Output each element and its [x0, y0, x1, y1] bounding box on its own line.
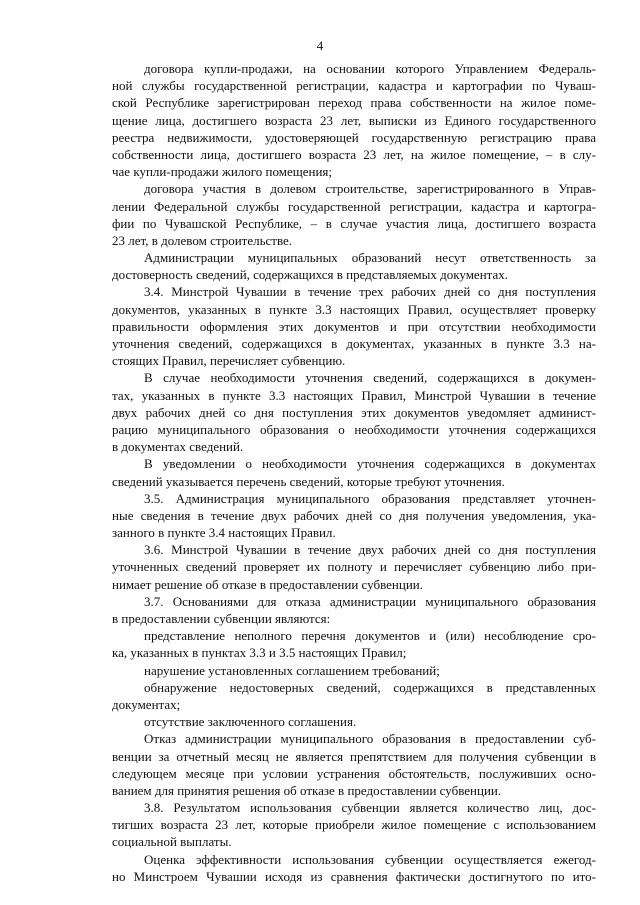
text-line: тах, указанных в пункте 3.3 настоящих Правил, Минстрой Чувашии в течение: [112, 387, 596, 403]
paragraph: [112, 283, 596, 369]
text-line: занного в пункте 3.4 настоящих Правил.: [112, 525, 336, 541]
paragraph: [112, 490, 596, 542]
text-line: уточненных сведений проверяет их полноту и перечисляет субвенцию либо при-: [112, 559, 596, 575]
text-line: социальной выплаты.: [112, 834, 232, 850]
text-line: 3.5. Администрация муниципального образования представляет уточнен-: [144, 490, 596, 506]
text-line: ванием для принятия решения об отказе в предоставлении субвенции.: [112, 782, 502, 798]
paragraph: [112, 851, 596, 885]
text-line: реестра недвижимости, удостоверяющей государственную регистрацию права: [112, 129, 596, 145]
text-line: документах;: [112, 696, 181, 712]
text-line: В случае необходимости уточнения сведений, содержащихся в докумен-: [144, 370, 596, 386]
paragraph: [112, 799, 596, 851]
page-number: 4: [316, 38, 324, 53]
text-line: 3.4. Минстрой Чувашии в течение трех рабочих дней со дня поступления: [144, 284, 596, 300]
paragraph: [112, 180, 596, 249]
text-line: двух рабочих дней со дня поступления этих документов уведомляет админист-: [112, 404, 596, 420]
text-line: нимает решение об отказе в предоставлении субвенции.: [112, 576, 423, 592]
text-line: ской Республике зарегистрирован переход права собственности на жилое поме-: [112, 95, 596, 111]
text-line: щение лица, достигшего возраста 23 лет, выписки из Единого государственного: [112, 112, 596, 128]
text-line: в предоставлении субвенции являются:: [112, 611, 331, 626]
text-line: лении Федеральной службы государственной регистрации, кадастра и картогра-: [112, 198, 596, 214]
text-line: следующем месяце при условии устранения обстоятельств, послуживших осно-: [112, 765, 596, 781]
text-line: Оценка эффективности использования субвенции осуществляется ежегод-: [144, 851, 596, 867]
text-line: тигших возраста 23 лет, которые приобрели жилое помещение с использованием: [112, 817, 596, 833]
text-line: уточнения сведений, содержащихся в документах, указанных в пункте 3.3 на-: [112, 336, 596, 351]
text-line: венции за отчетный месяц не является препятствием для получения субвенции в: [112, 748, 596, 764]
text-line: сведений указывается перечень сведений, которые требуют уточнения.: [112, 473, 505, 489]
text-line: достоверность сведений, содержащихся в представляемых документах.: [112, 267, 509, 283]
paragraph: [112, 713, 596, 730]
text-line: но Минстроем Чувашии исходя из сравнения фактически достигнутого по ито-: [112, 868, 596, 884]
text-line: В уведомлении о необходимости уточнения содержащихся в документах: [144, 456, 596, 472]
paragraph: [112, 249, 596, 283]
text-line: ка, указанных в пунктах 3.3 и 3.5 настоящих Правил;: [112, 645, 407, 661]
text-line: фии по Чувашской Республике, – в случае участия лица, достигшего возраста: [112, 215, 596, 231]
text-line: стоящих Правил, перечисляет субвенцию.: [112, 353, 346, 369]
text-line: 3.7. Основаниями для отказа администрации муниципального образования: [144, 593, 596, 609]
paragraph: [112, 679, 596, 713]
text-line: договора участия в долевом строительстве, зарегистрированного в Управ-: [144, 181, 596, 197]
text-line: Отказ администрации муниципального образования в предоставлении суб-: [144, 731, 596, 747]
text-line: представление неполного перечня документов и (или) несоблюдение сро-: [144, 628, 596, 644]
text-line: документов, указанных в пункте 3.3 настоящих Правил, осуществляет проверку: [112, 301, 596, 317]
text-line: правильности оформления этих документов и при отсутствии необходимости: [112, 318, 596, 334]
text-line: обнаружение недостоверных сведений, содержащихся в представленных: [144, 679, 596, 695]
text-line: 23 лет, в долевом строительстве.: [112, 232, 293, 248]
text-line: отсутствие заключенного соглашения.: [144, 714, 357, 730]
text-line: нарушение установленных соглашением требований;: [144, 662, 440, 678]
paragraph: [112, 455, 596, 489]
paragraph: [112, 627, 596, 661]
paragraph: [112, 60, 596, 180]
text-line: 3.8. Результатом использования субвенции является количество лиц, дос-: [144, 800, 596, 816]
text-line: ной службы государственной регистрации, кадастра и картографии по Чуваш-: [112, 78, 596, 94]
text-line: в документах сведений.: [112, 439, 244, 455]
text-line: договора купли-продажи, на основании которого Управлением Федераль-: [144, 61, 596, 76]
document-body: [112, 60, 596, 885]
text-line: чае купли-продажи жилого помещения;: [112, 164, 333, 180]
paragraph: [112, 593, 596, 627]
text-line: собственности лица, достигшего возраста 23 лет, на жилое помещение, – в слу-: [112, 146, 596, 162]
paragraph: [112, 541, 596, 593]
text-line: ные сведения в течение двух рабочих дней со дня получения уведомления, ука-: [112, 507, 596, 523]
text-line: Администрации муниципальных образований несут ответственность за: [144, 250, 596, 266]
paragraph: [112, 369, 596, 455]
paragraph: [112, 662, 596, 679]
text-line: 3.6. Минстрой Чувашии в течение двух рабочих дней со дня поступления: [144, 542, 596, 558]
text-line: рацию муниципального образования о необходимости уточнения содержащихся: [112, 421, 596, 437]
paragraph: [112, 730, 596, 799]
